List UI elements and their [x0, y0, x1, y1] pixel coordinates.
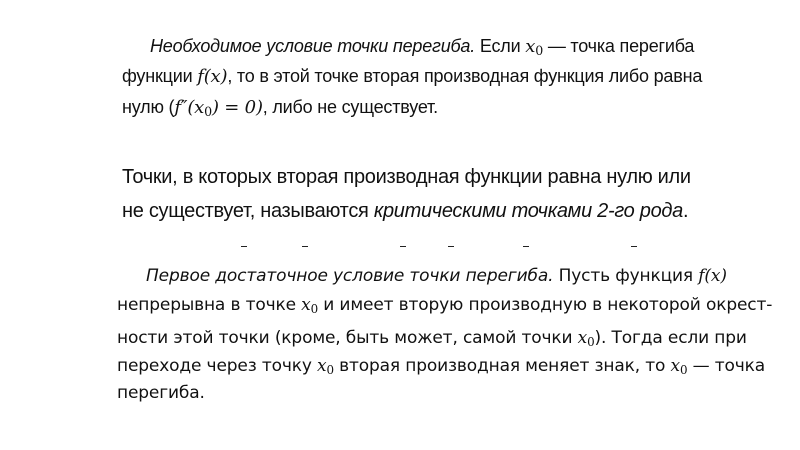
sufficient-line-1: Первое достаточное условие точки перегиба. Пусть функция f(x) — [146, 266, 727, 286]
necessary-line-1: Необходимое условие точки перегиба. Если $x_0$ — точка перегиба — [150, 36, 695, 59]
sufficient-line-2: непрерывна в точке $x_0$ и имеет вторую производную в некоторой окрест- — [117, 295, 773, 316]
sufficient-line-4: переходе через точку $x_0$ вторая производная меняет знак, то $x_0$ — точка — [117, 356, 766, 377]
necessary-line-2: функции f(x), то в этой точке вторая производная функция либо равна — [122, 66, 703, 87]
necessary-line-3: нулю $(f''(x_0) = 0)$, либо не существует. — [122, 97, 438, 120]
sufficient-line-5: перегиба. — [117, 383, 205, 403]
sufficient-line-3: ности этой точки (кроме, быть может, самой точки $x_0$). Тогда если при — [117, 328, 747, 349]
definition-line-2: не существует, называются критическими точками 2-го рода. — [122, 200, 689, 222]
definition-term: критическими точками 2-го рода — [373, 200, 683, 222]
necessary-title: Необходимое условие точки перегиба. — [150, 36, 476, 56]
math-x0: $x_0$ — [525, 36, 544, 59]
definition-line-1: Точки, в которых вторая производная функции равна нулю или — [122, 166, 691, 188]
math-fpp: $f''(x_0$ — [174, 97, 212, 120]
math-fx-2: f(x) — [698, 266, 727, 286]
math-fx: f(x) — [197, 66, 228, 87]
sufficient-title: Первое достаточное условие точки перегиба. — [146, 266, 554, 286]
